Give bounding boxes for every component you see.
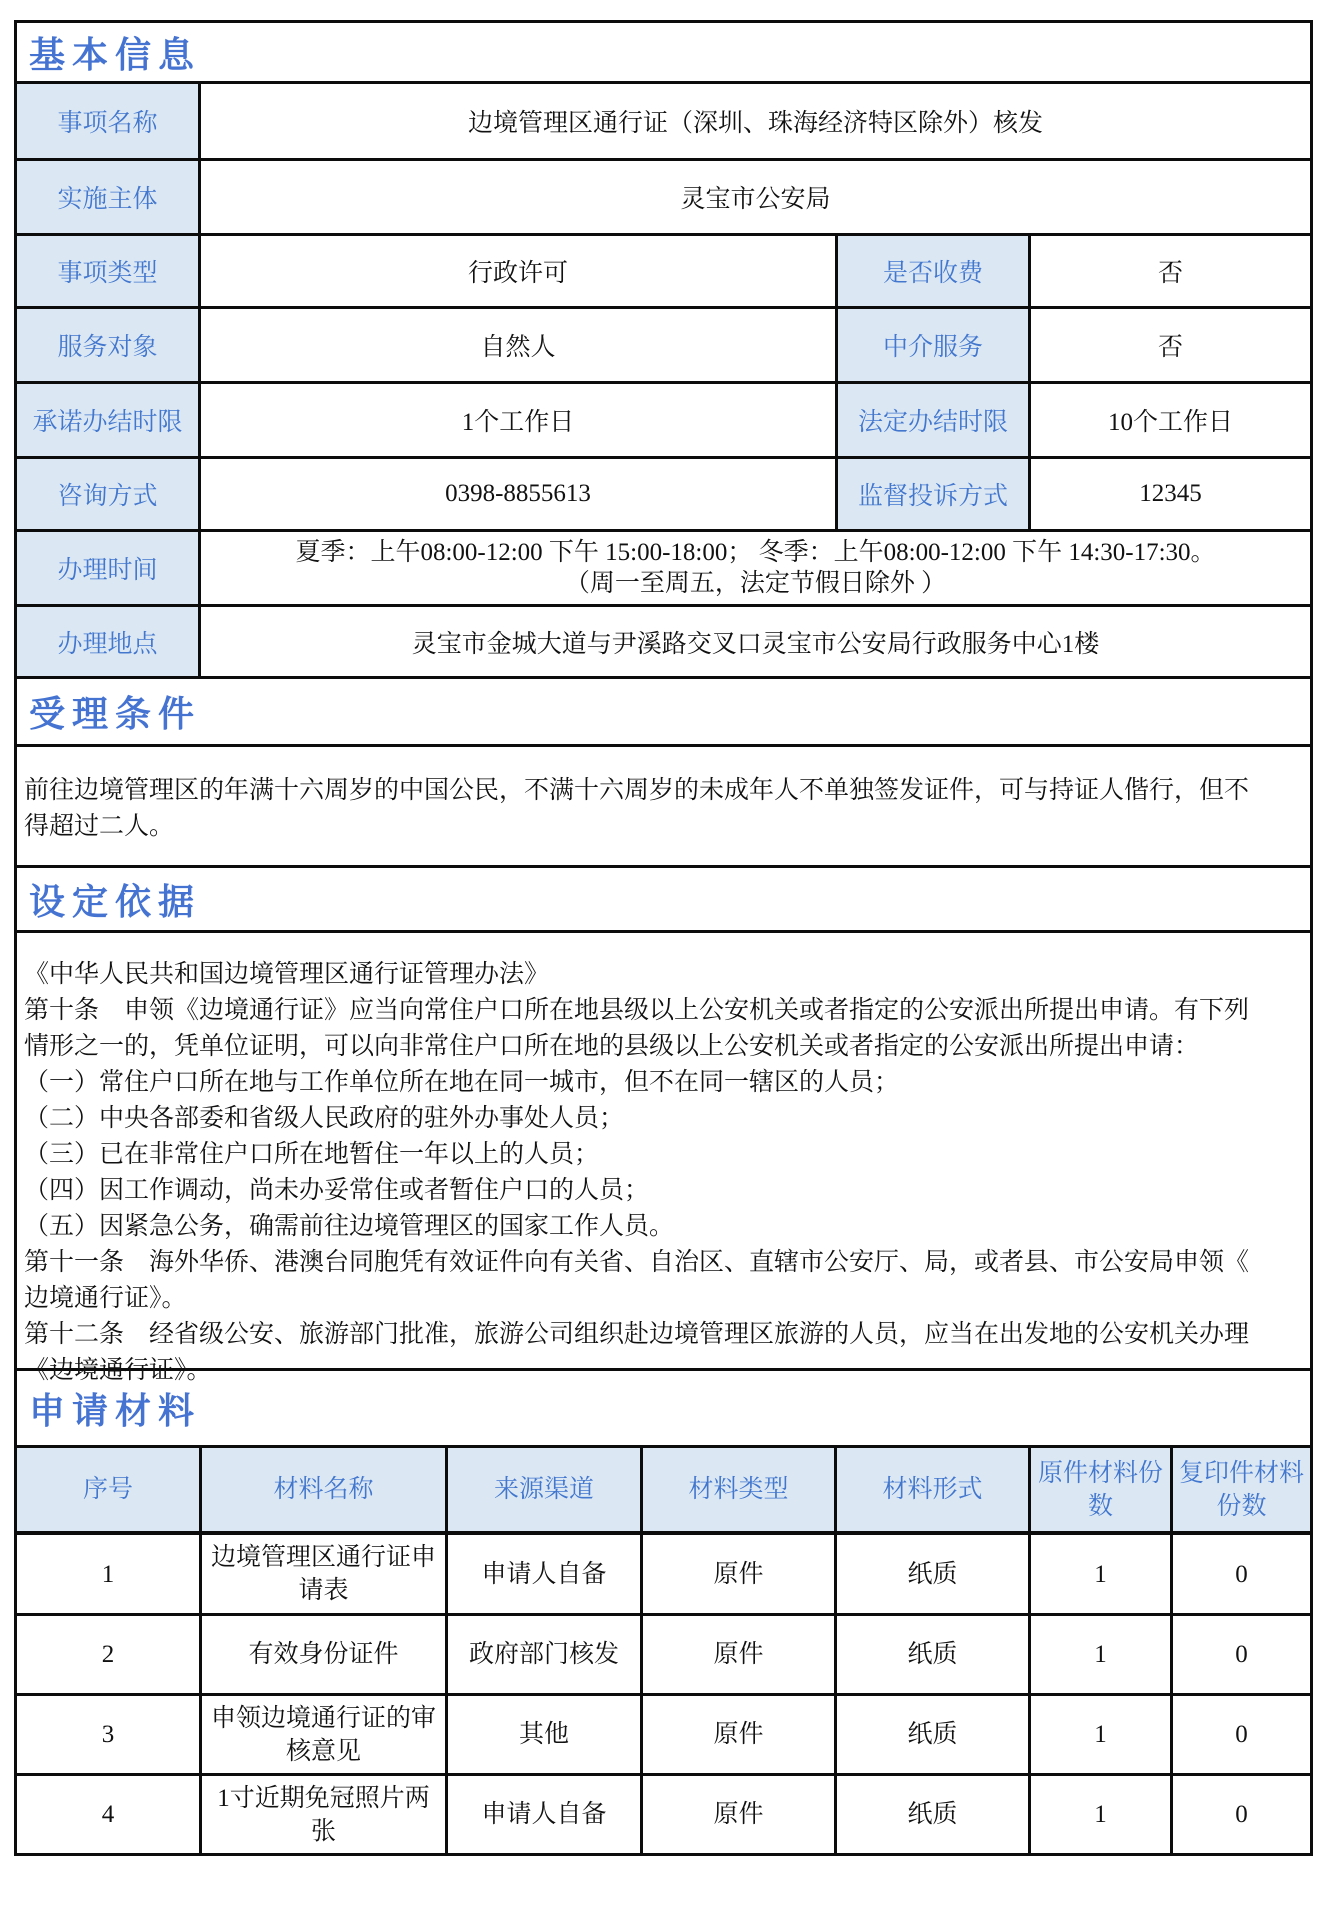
material-copy-count: 0 <box>1235 1721 1248 1748</box>
basis-line: （五）因紧急公务，确需前往边境管理区的国家工作人员。 <box>24 1213 675 1240</box>
label-handling-location: 办理地点 <box>17 607 201 676</box>
materials-header-row <box>17 1445 1310 1531</box>
label-promised-time-limit: 承诺办结时限 <box>17 384 201 456</box>
material-serial: 3 <box>17 1696 202 1773</box>
basis-line: 第十条 申领《边境通行证》应当向常住户口所在地县级以上公安机关或者指定的公安派出所提出申请。有下列 <box>24 997 1250 1024</box>
label-implementing-agency: 实施主体 <box>17 161 201 233</box>
material-row-1 <box>17 1531 1310 1613</box>
acceptance-line: 得超过二人。 <box>24 813 175 840</box>
material-row-3 <box>17 1693 1310 1773</box>
service-info-document <box>14 20 1313 1856</box>
material-copy-count: 0 <box>1235 1560 1248 1588</box>
acceptance-line: 前往边境管理区的年满十六周岁的中国公民，不满十六周岁的未成年人不单独签发证件，可与持证人偕行，但不 <box>24 777 1250 804</box>
table-row-promised-time-limit <box>17 381 1310 456</box>
handling-time-line2: （周一至周五，法定节假日除外 ） <box>564 570 947 597</box>
table-row-handling-location <box>17 604 1310 676</box>
value-implementing-agency: 灵宝市公安局 <box>680 186 831 213</box>
value-intermediary-service: 否 <box>1157 334 1183 361</box>
label-statutory-time-limit: 法定办结时限 <box>838 384 1031 456</box>
material-type: 原件 <box>643 1616 837 1693</box>
material-serial: 4 <box>17 1776 202 1853</box>
basis-line: 边境通行证》。 <box>24 1285 187 1312</box>
material-source: 申请人自备 <box>448 1776 643 1853</box>
basis-line: （四）因工作调动，尚未办妥常住或者暂住户口的人员； <box>24 1177 650 1204</box>
basis-line: 第十二条 经省级公安、旅游部门批准，旅游公司组织赴边境管理区旅游的人员，应当在出发地的公安机关办理 <box>24 1321 1250 1348</box>
acceptance-conditions-text <box>17 744 1310 865</box>
material-name: 有效身份证件 <box>202 1616 448 1693</box>
label-item-name: 事项名称 <box>17 84 201 158</box>
value-statutory-time-limit: 10个工作日 <box>1107 409 1233 436</box>
section-title-basic-info: 基本信息 <box>29 33 202 75</box>
material-serial: 1 <box>17 1535 202 1613</box>
value-supervision-complaint-phone: 12345 <box>1139 480 1202 507</box>
material-serial: 2 <box>17 1616 202 1693</box>
column-header-material-form: 材料形式 <box>837 1448 1031 1531</box>
value-service-target: 自然人 <box>201 309 838 381</box>
basis-line: 《中华人民共和国边境管理区通行证管理办法》 <box>24 961 550 988</box>
basis-line: 情形之一的，凭单位证明，可以向非常住户口所在地的县级以上公安机关或者指定的公安派出所提出申请： <box>24 1033 1200 1060</box>
handling-time-line1: 夏季：上午08:00-12:00 下午 15:00-18:00； 冬季：上午08:00-12:00 下午 14:30-17:30。 <box>295 539 1216 566</box>
value-charge-required: 否 <box>1157 260 1183 287</box>
value-consultation-phone: 0398-8855613 <box>201 459 838 529</box>
material-row-4 <box>17 1773 1310 1853</box>
material-form: 纸质 <box>837 1616 1031 1693</box>
column-header-serial-number: 序号 <box>17 1448 202 1531</box>
basis-line: （二）中央各部委和省级人民政府的驻外办事处人员； <box>24 1105 625 1132</box>
material-form: 纸质 <box>837 1776 1031 1853</box>
table-row-item-name <box>17 81 1310 158</box>
column-header-material-type: 材料类型 <box>643 1448 837 1531</box>
material-type: 原件 <box>643 1776 837 1853</box>
table-row-consultation-method <box>17 456 1310 529</box>
table-row-item-type <box>17 233 1310 306</box>
value-promised-time-limit: 1个工作日 <box>201 384 838 456</box>
section-title-acceptance-conditions: 受理条件 <box>17 676 1310 744</box>
basis-line: （一）常住户口所在地与工作单位所在地在同一城市，但不在同一辖区的人员； <box>24 1069 900 1096</box>
material-source: 其他 <box>448 1696 643 1773</box>
label-intermediary-service: 中介服务 <box>838 309 1031 381</box>
column-header-material-name: 材料名称 <box>202 1448 448 1531</box>
material-original-count: 1 <box>1031 1535 1173 1613</box>
column-header-photocopy-copies: 复印件材料份数 <box>1173 1448 1310 1531</box>
basis-line: 《边境通行证》。 <box>24 1357 212 1384</box>
material-copy-count: 0 <box>1235 1641 1248 1668</box>
column-header-original-copies: 原件材料份数 <box>1031 1448 1173 1531</box>
material-type: 原件 <box>643 1535 837 1613</box>
table-row-handling-time <box>17 529 1310 604</box>
value-item-type: 行政许可 <box>201 236 838 306</box>
label-supervision-complaint-method: 监督投诉方式 <box>838 459 1031 529</box>
basis-line: （三）已在非常住户口所在地暂住一年以上的人员； <box>24 1141 600 1168</box>
material-name: 边境管理区通行证申请表 <box>202 1535 448 1613</box>
material-row-2 <box>17 1613 1310 1693</box>
material-original-count: 1 <box>1031 1616 1173 1693</box>
material-original-count: 1 <box>1031 1696 1173 1773</box>
basis-line: 第十一条 海外华侨、港澳台同胞凭有效证件向有关省、自治区、直辖市公安厅、局，或者县、市公安局申领《 <box>24 1249 1250 1276</box>
material-form: 纸质 <box>837 1696 1031 1773</box>
column-header-source-channel: 来源渠道 <box>448 1448 643 1531</box>
label-handling-time: 办理时间 <box>17 532 201 604</box>
table-row-service-target <box>17 306 1310 381</box>
material-source: 政府部门核发 <box>448 1616 643 1693</box>
material-original-count: 1 <box>1031 1776 1173 1853</box>
legal-basis-text <box>17 930 1310 1384</box>
material-name: 申领边境通行证的审核意见 <box>202 1696 448 1773</box>
label-consultation-method: 咨询方式 <box>17 459 201 529</box>
table-row-implementing-agency <box>17 158 1310 233</box>
material-name: 1寸近期免冠照片两张 <box>202 1776 448 1853</box>
material-type: 原件 <box>643 1696 837 1773</box>
material-copy-count: 0 <box>1235 1801 1248 1828</box>
label-service-target: 服务对象 <box>17 309 201 381</box>
material-source: 申请人自备 <box>448 1535 643 1613</box>
section-title-legal-basis: 设定依据 <box>17 865 1310 930</box>
value-handling-time <box>201 532 1310 604</box>
value-item-name: 边境管理区通行证（深圳、珠海经济特区除外）核发 <box>467 110 1043 137</box>
value-handling-location: 灵宝市金城大道与尹溪路交叉口灵宝市公安局行政服务中心1楼 <box>411 630 1100 658</box>
label-charge-required: 是否收费 <box>838 236 1031 306</box>
label-item-type: 事项类型 <box>17 236 201 306</box>
material-form: 纸质 <box>837 1535 1031 1613</box>
section-title-application-materials: 申请材料 <box>17 1368 1310 1445</box>
